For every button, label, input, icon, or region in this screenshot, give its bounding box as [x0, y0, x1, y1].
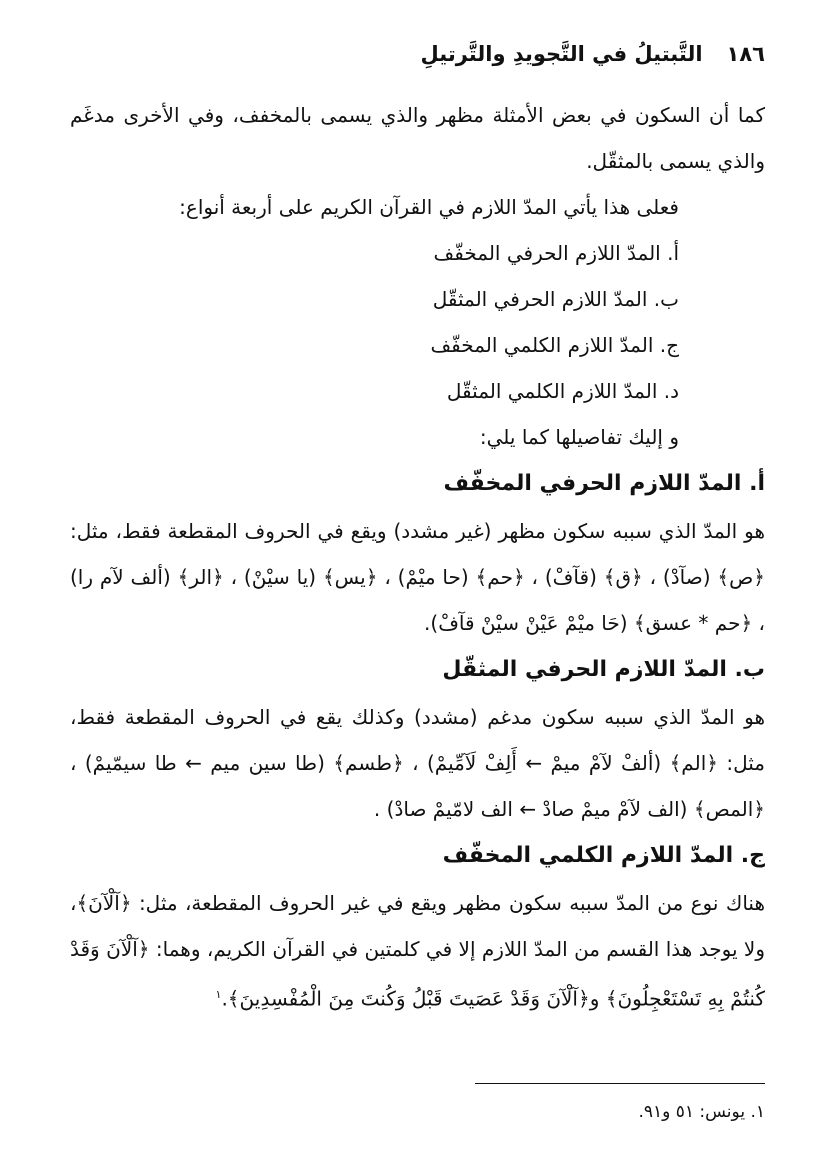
- intro-closing: و إليك تفاصيلها كما يلي:: [479, 425, 679, 449]
- intro-paragraph: كما أن السكون في بعض الأمثلة مظهر والذي يسمى بالمخفف، وفي الأخرى مدغَم والذي يسمى بالمثقّل.: [70, 103, 765, 173]
- footnote-divider: [475, 1083, 765, 1084]
- section-a-heading: أ. المدّ اللازم الحرفي المخفّف: [443, 471, 765, 496]
- section-c-paragraph: [70, 880, 765, 1022]
- intro-types-lead: فعلى هذا يأتي المدّ اللازم في القرآن الكريم على أربعة أنواع:: [179, 195, 679, 219]
- type-list-item: د. المدّ اللازم الكلمي المثقّل: [446, 379, 679, 403]
- book-title: التَّبتيلُ في التَّجويدِ والتَّرتيلِ: [420, 42, 703, 66]
- section-b-text: هو المدّ الذي سببه سكون مدغم (مشدد) وكذلك يقع في الحروف المقطعة فقط، مثل: ﴿الم﴾ (ألفْ لآمْ ميمْ ← أَلِفْ لَآمِّيمْ) ، ﴿طسم﴾ (طا سين ميم ← طا سيمّيمْ) ، ﴿المص﴾ (الف لآمْ ميمْ صادْ ← الف لامّيمْ صادْ) .: [70, 705, 765, 821]
- section-c-heading: ج. المدّ اللازم الكلمي المخفّف: [442, 843, 765, 868]
- section-b-heading: ب. المدّ اللازم الحرفي المثقّل: [442, 657, 765, 682]
- page-header: [70, 36, 765, 72]
- section-c-text: هناك نوع من المدّ سببه سكون مظهر ويقع في غير الحروف المقطعة، مثل: ﴿آلْآنَ﴾، ولا يوجد هذا القسم من المدّ اللازم إلا في كلمتين في القرآن الكريم، وهما: ﴿آلْآنَ وَقَدْ كُنتُمْ بِهِ تَسْتَعْجِلُونَ﴾ و﴿آلْآنَ وَقَدْ عَصَيتَ قَبْلُ وَكُنتَ مِنَ الْمُفْسِدِينَ﴾.: [70, 891, 765, 1011]
- type-list-item: ب. المدّ اللازم الحرفي المثقّل: [432, 287, 679, 311]
- type-list-item: أ. المدّ اللازم الحرفي المخفّف: [433, 241, 679, 265]
- footnote: ١. يونس: ٥١ و٩١.: [638, 1102, 765, 1122]
- footnote-marker: ١: [215, 988, 222, 1001]
- section-a-text: هو المدّ الذي سببه سكون مظهر (غير مشدد) ويقع في الحروف المقطعة فقط، مثل: ﴿ص﴾ (صآدْ) ، ﴿ق﴾ (قآفْ) ، ﴿حم﴾ (حا ميْمْ) ، ﴿يس﴾ (يا سيْنْ) ، ﴿الر﴾ (ألف لآم را) ، ﴿حم * عسق﴾ (حَا ميْمْ عَيْنْ سيْنْ قآفْ).: [70, 519, 765, 635]
- page-body: [70, 92, 765, 1022]
- page-number: ١٨٦: [726, 42, 765, 66]
- type-list-item: ج. المدّ اللازم الكلمي المخفّف: [430, 333, 679, 357]
